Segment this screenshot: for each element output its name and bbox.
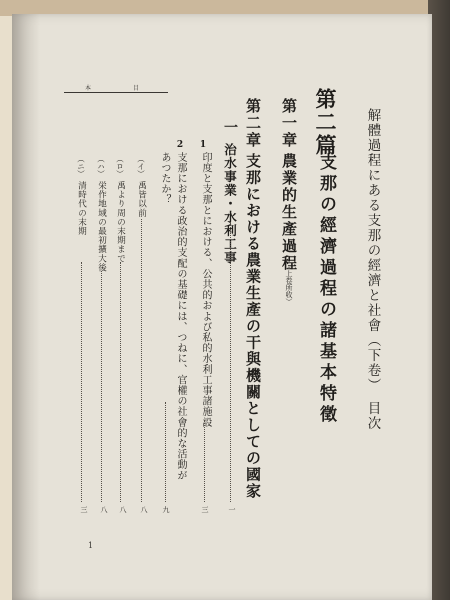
item-2-text: 支那における政治的支配の基礎には、つねに、官權の社會的な活動が xyxy=(175,152,186,481)
chapter-2-title: 支那における農業生產の干與機關としての國家 xyxy=(244,153,262,500)
page-fold-shadow xyxy=(12,14,40,600)
subitem-3-leader xyxy=(101,271,102,502)
section-1-page: 一 xyxy=(228,506,236,513)
part-number: 第二篇 xyxy=(313,88,338,157)
item-2-number: 2 xyxy=(175,140,185,150)
subitem-3-text: 栄作地域の最初擴大後 xyxy=(96,181,107,272)
chapter-1-number: 第一章 xyxy=(280,98,298,149)
subitem-2-number: （ロ） xyxy=(115,155,125,178)
chapter-1-title: 農業的生產過程 xyxy=(280,153,298,272)
subitem-2-text: 禹より周の末期まで xyxy=(115,181,126,263)
item-2-page: 九 xyxy=(162,506,170,513)
book-title: 解體過程にある支那の經濟と社會（下卷） 目次 xyxy=(364,108,381,432)
subitem-1-number: （イ） xyxy=(136,155,146,178)
subitem-1-page: 八 xyxy=(140,506,148,513)
page-number: 1 xyxy=(88,541,94,550)
subitem-4-text: 清時代の末期 xyxy=(76,181,87,236)
subitem-3-page: 八 xyxy=(100,506,108,513)
subitem-3-number: （ハ） xyxy=(96,155,106,178)
item-1-leader xyxy=(204,420,205,502)
section-1-leader xyxy=(230,222,231,502)
subitem-1-text: 禹皆以前 xyxy=(136,181,147,218)
item-1-page: 三 xyxy=(201,506,209,513)
chapter-2-number: 第二章 xyxy=(244,98,262,149)
subitem-4-page: 三 xyxy=(80,506,88,513)
subitem-4-number: （ニ） xyxy=(76,155,86,178)
running-header: 本 目 xyxy=(85,85,158,92)
part-title: 支那の經濟過程の諸基本特徵 xyxy=(316,153,336,426)
subitem-4-leader xyxy=(81,262,82,502)
running-header-rule xyxy=(64,92,168,93)
item-1-number: 1 xyxy=(198,140,208,150)
item-2-leader xyxy=(165,402,166,502)
subitem-1-leader xyxy=(141,219,142,502)
chapter-1-note: （上卷所收） xyxy=(285,263,293,305)
subitem-2-page: 八 xyxy=(119,506,127,513)
item-1-text: 印度と支那とにおける、公共的および私的水利工事諸施設 xyxy=(200,152,211,428)
item-2-continuation: あつたか？ xyxy=(159,152,170,205)
section-1-number: 一 xyxy=(222,120,238,134)
subitem-2-leader xyxy=(120,262,121,502)
section-1-title: 治水事業・水利工事 xyxy=(222,143,238,265)
